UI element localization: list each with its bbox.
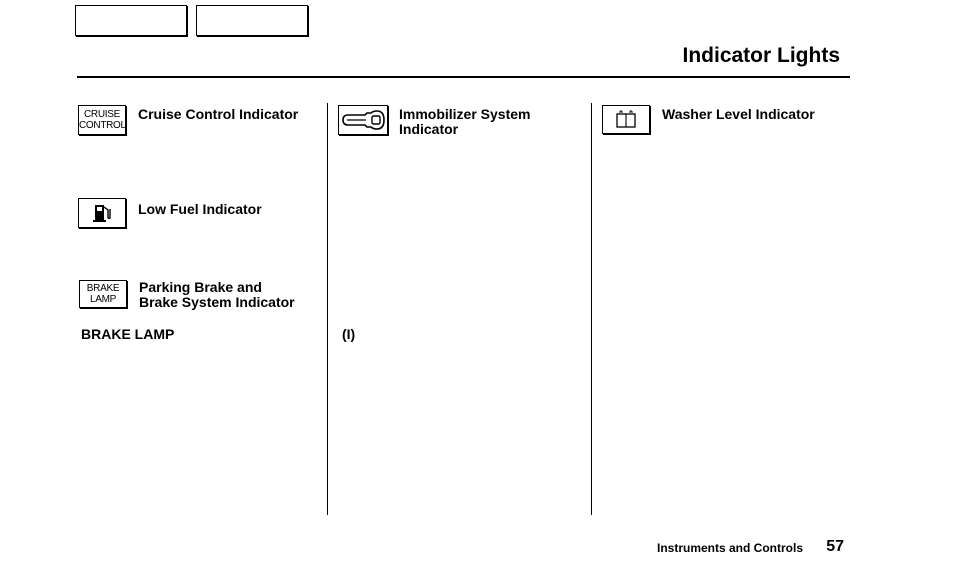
brake-lamp-caption: BRAKE LAMP <box>81 326 175 342</box>
key-icon <box>338 105 388 135</box>
immobilizer-caption: (I) <box>342 326 356 342</box>
brake-icon-text-1: BRAKE <box>86 283 120 294</box>
brake-lamp-icon <box>79 280 127 308</box>
brake-icon-text-2: LAMP <box>89 294 117 305</box>
parking-brake-label-line1: Parking Brake and <box>139 279 262 295</box>
washer-fluid-icon <box>602 105 650 134</box>
cruise-control-icon <box>78 105 126 135</box>
fuel-pump-icon <box>78 198 126 228</box>
page-title: Indicator Lights <box>682 44 840 67</box>
nav-tab-2[interactable] <box>196 5 308 36</box>
immobilizer-label-line2: Indicator <box>399 121 459 137</box>
column-divider-1 <box>327 103 328 515</box>
page-number: 57 <box>826 538 844 555</box>
immobilizer-label-line1: Immobilizer System <box>399 106 531 122</box>
low-fuel-label: Low Fuel Indicator <box>138 201 262 217</box>
footer-section-title: Instruments and Controls <box>656 541 803 555</box>
cruise-icon-text-2: CONTROL <box>79 120 126 131</box>
column-divider-2 <box>591 103 592 515</box>
title-rule <box>77 76 850 78</box>
washer-level-label: Washer Level Indicator <box>662 106 815 122</box>
cruise-icon-text-1: CRUISE <box>84 109 120 120</box>
nav-tab-1[interactable] <box>75 5 187 36</box>
parking-brake-label-line2: Brake System Indicator <box>139 294 295 310</box>
cruise-control-label: Cruise Control Indicator <box>138 106 299 122</box>
